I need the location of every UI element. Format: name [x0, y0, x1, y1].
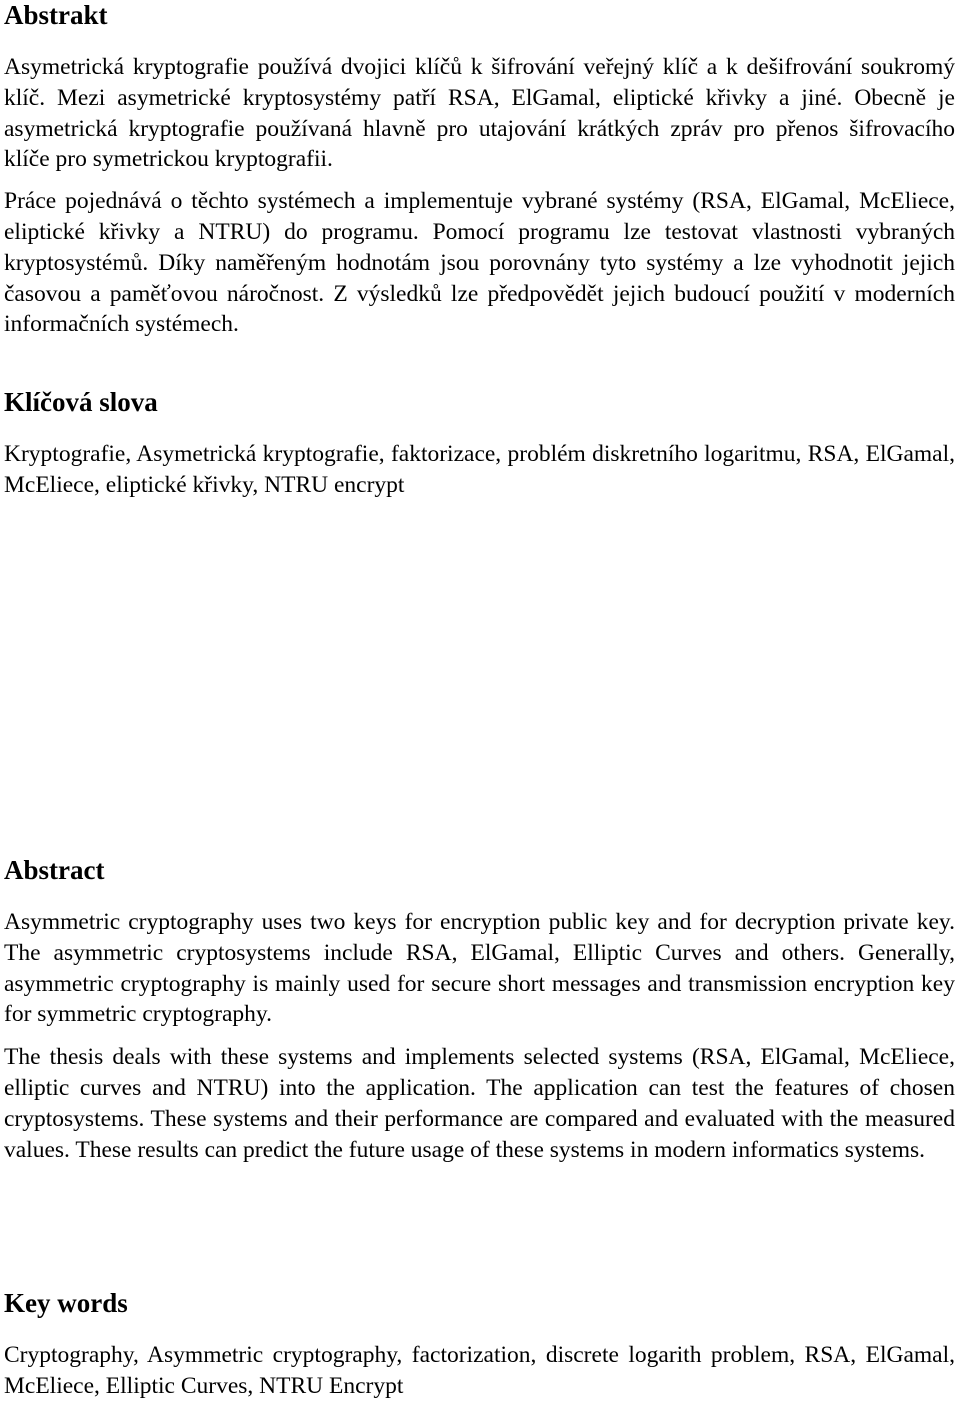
abstrakt-heading: Abstrakt: [4, 0, 108, 30]
abstract-section: [4, 855, 955, 1165]
key-words-text: Cryptography, Asymmetric cryptography, factorization, discrete logarith problem, RSA, ElGamal, McEliece, Elliptic Curves, NTRU Encrypt: [4, 1342, 955, 1399]
abstrakt-paragraph-1: Asymetrická kryptografie používá dvojici klíčů k šifrování veřejný klíč a k dešifrování soukromý klíč. Mezi asymetrické kryptosystémy patří RSA, ElGamal, eliptické křivky a jiné. Obecně je asymetrická kryptografie používaná hlavně pro utajování krátkých zpráv pro přenos šifrovacího klíče pro symetrickou kryptografii.: [4, 54, 955, 173]
klicova-slova-section: [4, 387, 955, 501]
abstract-paragraph-2: The thesis deals with these systems and implements selected systems (RSA, ElGamal, McEliece, elliptic curves and NTRU) into the application. The application can test the features of chosen cryptosystems. These systems and their performance are compared and evaluated with the measured values. These results can predict the future usage of these systems in modern informatics systems.: [4, 1044, 955, 1163]
key-words-section: [4, 1288, 955, 1402]
abstract-heading: Abstract: [4, 855, 105, 885]
klicova-slova-text: Kryptografie, Asymetrická kryptografie, faktorizace, problém diskretního logaritmu, RSA, ElGamal, McEliece, eliptické křivky, NTRU encrypt: [4, 441, 955, 498]
abstract-paragraph-1: Asymmetric cryptography uses two keys for encryption public key and for decryption private key. The asymmetric cryptosystems include RSA, ElGamal, Elliptic Curves and others. Generally, asymmetric cryptography is mainly used for secure short messages and transmission encryption key for symmetric cryptography.: [4, 909, 955, 1028]
abstrakt-paragraph-2: Práce pojednává o těchto systémech a implementuje vybrané systémy (RSA, ElGamal, McEliece, eliptické křivky a NTRU) do programu. Pomocí programu lze testovat vlastnosti vybraných kryptosystémů. Díky naměřeným hodnotám jsou porovnány tyto systémy a lze vyhodnotit jejich časovou a paměťovou náročnost. Z výsledků lze předpovědět jejich budoucí použití v moderních informačních systémech.: [4, 188, 955, 338]
abstrakt-section: [4, 0, 955, 340]
key-words-heading: Key words: [4, 1288, 128, 1318]
klicova-slova-heading: Klíčová slova: [4, 387, 158, 417]
